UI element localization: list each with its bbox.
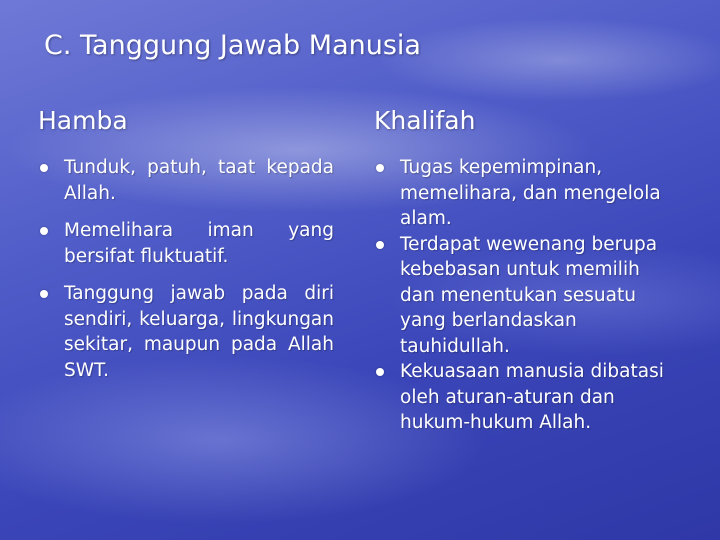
- bullet-dot-icon: [40, 290, 48, 298]
- list-item: [38, 155, 334, 206]
- list-item-text: Tanggung jawab pada diri sendiri, keluarga, lingkungan sekitar, maupun pada Allah SWT.: [64, 283, 334, 381]
- bullet-dot-icon: [376, 241, 384, 249]
- list-item: [38, 281, 334, 383]
- list-item-text: Kekuasaan manusia dibatasi oleh aturan-aturan dan hukum-hukum Allah.: [400, 361, 664, 433]
- bullet-dot-icon: [40, 164, 48, 172]
- list-item-text: Tugas kepemimpinan, memelihara, dan mengelola alam.: [400, 157, 661, 229]
- hamba-bullet-list: [38, 155, 334, 395]
- list-item: [374, 359, 679, 436]
- list-item: [38, 218, 334, 269]
- column-heading-khalifah: Khalifah: [374, 106, 476, 135]
- list-item: [374, 232, 679, 360]
- khalifah-bullet-list: [374, 155, 679, 436]
- list-item-text: Terdapat wewenang berupa kebebasan untuk memilih dan menentukan sesuatu yang berlandaskan tauhidullah.: [400, 233, 658, 357]
- slide-title: C. Tanggung Jawab Manusia: [44, 30, 421, 61]
- bullet-dot-icon: [376, 164, 384, 172]
- list-item: [374, 155, 679, 232]
- bullet-dot-icon: [376, 368, 384, 376]
- list-item-text: Tunduk, patuh, taat kepada Allah.: [64, 157, 334, 204]
- list-item-text: Memelihara iman yang bersifat fluktuatif.: [64, 220, 334, 267]
- column-heading-hamba: Hamba: [38, 106, 128, 135]
- bullet-dot-icon: [40, 227, 48, 235]
